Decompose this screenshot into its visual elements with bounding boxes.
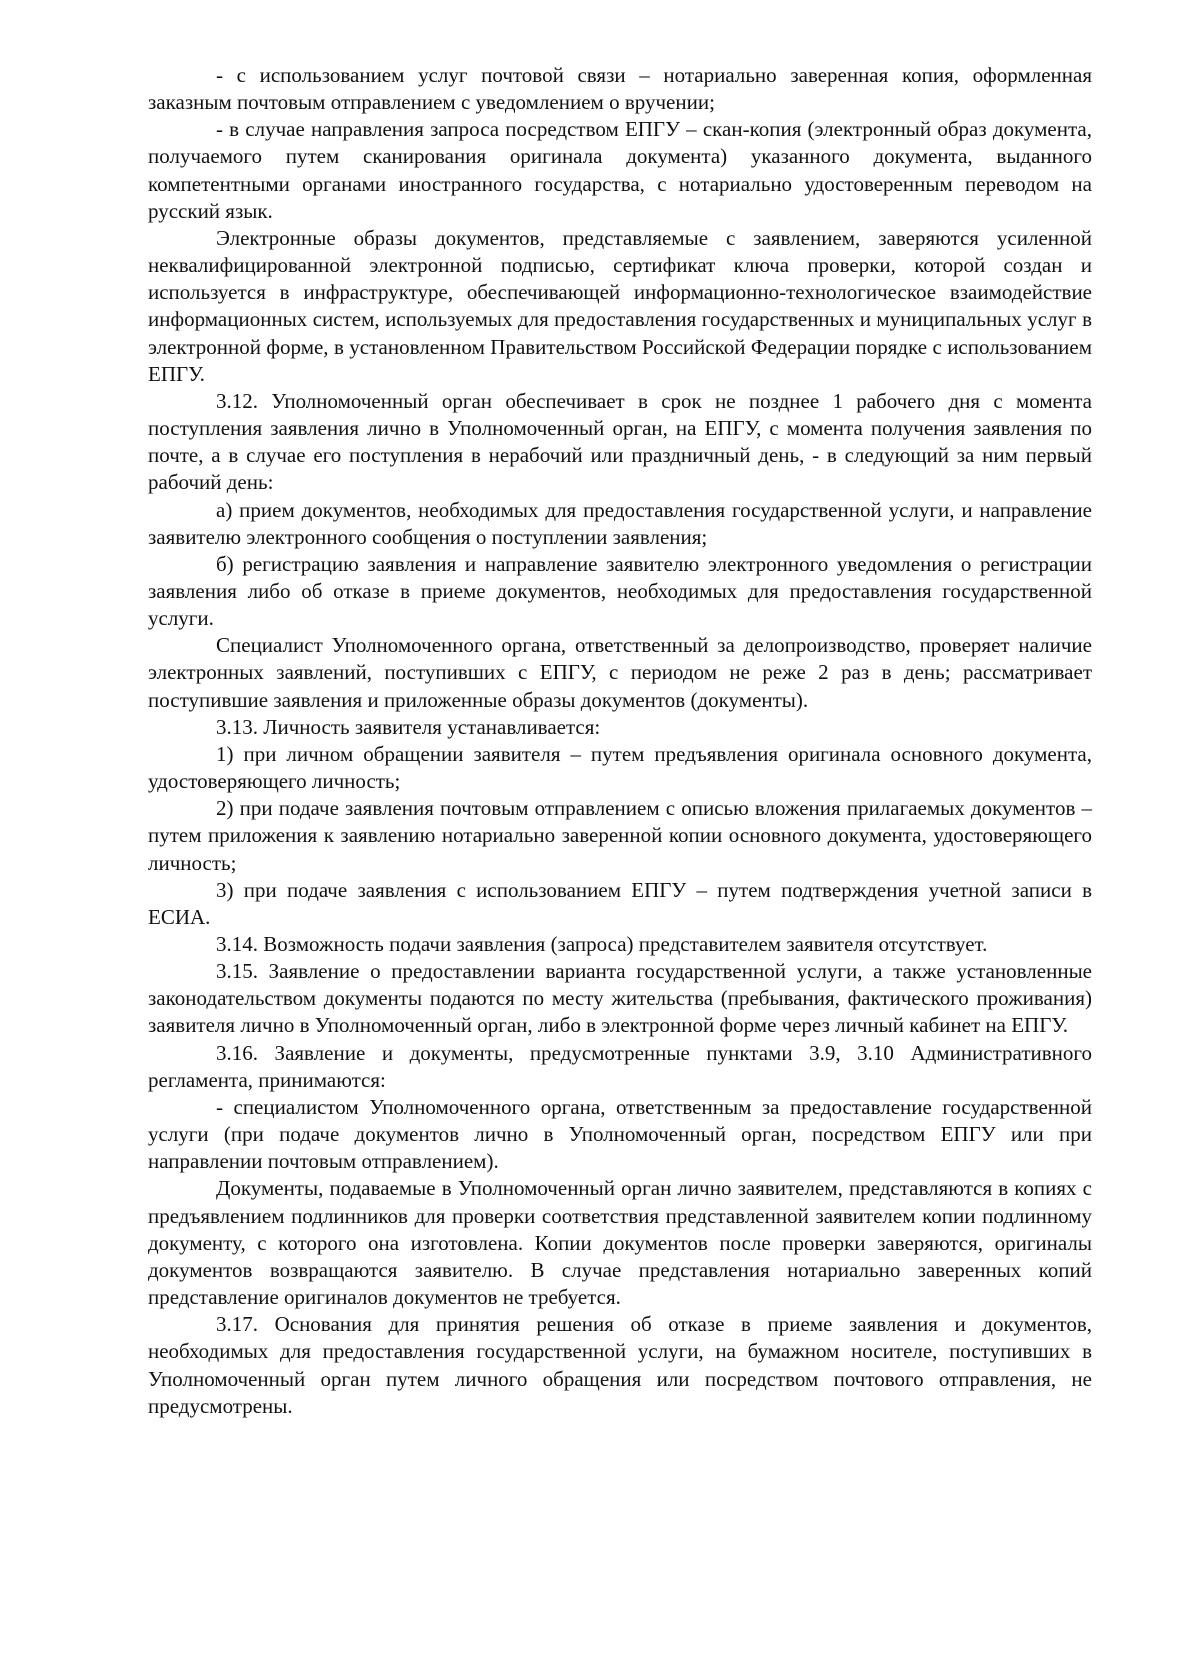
paragraph-electronic-signature: Электронные образы документов, представляемые с заявлением, заверяются усиленной неквалифицированной электронной подписью, сертификат ключа проверки, которой создан и используется в инфраструктуре, обеспечивающей информационно-технологическое взаимодействие информационных систем, используемых для предоставления государственных и муниципальных услуг в электронной форме, в установленном Правительством Российской Федерации порядке с использованием ЕПГУ.: [148, 225, 1092, 386]
paragraph-3-16: 3.16. Заявление и документы, предусмотренные пунктами 3.9, 3.10 Административного регламента, принимаются:: [148, 1040, 1092, 1092]
paragraph-postal-copy: - с использованием услуг почтовой связи – нотариально заверенная копия, оформленная заказным почтовым отправлением с уведомлением о вручении;: [148, 63, 1092, 115]
paragraph-copies: Документы, подаваемые в Уполномоченный орган лично заявителем, представляются в копиях с предъявлением подлинников для проверки соответствия представленной заявителем копии подлинному документу, с которого она изготовлена. Копии документов после проверки заверяются, оригиналы документов возвращаются заявителю. В случае представления нотариально заверенных копий представление оригиналов документов не требуется.: [148, 1176, 1092, 1310]
document-body: [148, 62, 1092, 1420]
paragraph-specialist-check: Специалист Уполномоченного органа, ответственный за делопроизводство, проверяет наличие электронных заявлений, поступивших с ЕПГУ, с периодом не реже 2 раз в день; рассматривает поступившие заявления и приложенные образы документов (документы).: [148, 633, 1092, 712]
paragraph-3-16-specialist: - специалистом Уполномоченного органа, ответственным за предоставление государственной услуги (при подаче документов лично в Уполномоченный орган, посредством ЕПГУ или при направлении почтовым отправлением).: [148, 1094, 1092, 1174]
paragraph-3-13: 3.13. Личность заявителя устанавливается:: [216, 714, 601, 739]
paragraph-3-14: 3.14. Возможность подачи заявления (запроса) представителем заявителя отсутствует.: [216, 932, 988, 956]
paragraph-3-12-b: б) регистрацию заявления и направление заявителю электронного уведомления о регистрации заявления либо об отказе в приеме документов, необходимых для предоставления государственной услуги.: [148, 551, 1092, 631]
paragraph-3-13-1: 1) при личном обращении заявителя – путем предъявления оригинала основного документа, удостоверяющего личность;: [148, 741, 1092, 794]
paragraph-3-12-a: а) прием документов, необходимых для предоставления государственной услуги, и направление заявителю электронного сообщения о поступлении заявления;: [148, 497, 1092, 549]
paragraph-3-12: 3.12. Уполномоченный орган обеспечивает в срок не позднее 1 рабочего дня с момента поступления заявления лично в Уполномоченный орган, на ЕПГУ, с момента получения заявления по почте, а в случае его поступления в нерабочий или праздничный день, - в следующий за ним первый рабочий день:: [148, 388, 1092, 495]
paragraph-epgu-scan: - в случае направления запроса посредством ЕПГУ – скан-копия (электронный образ документа, получаемого путем сканирования оригинала документа) указанного документа, выданного компетентными органами иностранного государства, с нотариально удостоверенным переводом на русский язык.: [148, 117, 1092, 223]
paragraph-3-13-3: 3) при подаче заявления с использованием ЕПГУ – путем подтверждения учетной записи в ЕСИА.: [148, 877, 1092, 929]
paragraph-3-13-2: 2) при подаче заявления почтовым отправлением с описью вложения прилагаемых документов – путем приложения к заявлению нотариально заверенной копии основного документа, удостоверяющего личность;: [148, 796, 1092, 875]
paragraph-3-15: 3.15. Заявление о предоставлении варианта государственной услуги, а также установленные законодательством документы подаются по месту жительства (пребывания, фактического проживания) заявителя лично в Уполномоченный орган, либо в электронной форме через личный кабинет на ЕПГУ.: [148, 959, 1092, 1038]
paragraph-3-17: 3.17. Основания для принятия решения об отказе в приеме заявления и документов, необходимых для предоставления государственной услуги, на бумажном носителе, поступивших в Уполномоченный орган путем личного обращения или посредством почтового отправления, не предусмотрены.: [148, 1312, 1092, 1418]
